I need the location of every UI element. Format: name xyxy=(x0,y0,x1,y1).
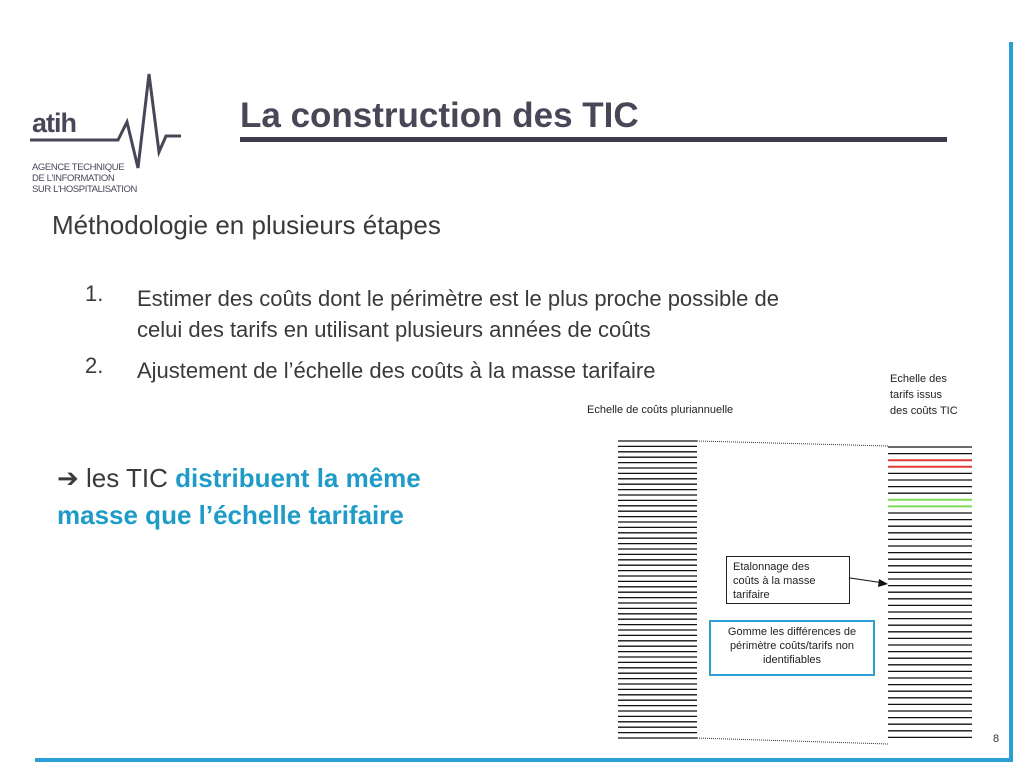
logo-subtitle-line: AGENCE TECHNIQUE xyxy=(32,162,125,173)
calibration-box-line: Etalonnage des xyxy=(733,561,810,573)
arrow-head-icon xyxy=(878,579,888,587)
right-arrow-icon: ➔ xyxy=(57,463,79,493)
right-scale-label-line: tarifs issus xyxy=(890,389,942,401)
conclusion-highlight: masse que l’échelle tarifaire xyxy=(57,500,404,530)
connector-top xyxy=(697,441,888,446)
step-text-line: celui des tarifs en utilisant plusieurs années de coûts xyxy=(137,317,651,342)
step-text-line: Estimer des coûts dont le périmètre est le plus proche possible de xyxy=(137,286,779,311)
slide-subtitle: Méthodologie en plusieurs étapes xyxy=(52,210,441,240)
step-text-line: Ajustement de l’échelle des coûts à la masse tarifaire xyxy=(137,358,656,383)
conclusion-prefix: les TIC xyxy=(86,463,168,493)
scope-box-line: périmètre coûts/tarifs non xyxy=(729,640,855,652)
logo-subtitle-line: SUR L'HOSPITALISATION xyxy=(32,184,137,195)
step-number: 1. xyxy=(85,281,104,306)
right-scale-label-line: Echelle des xyxy=(890,373,947,385)
right-scale-label-line: des coûts TIC xyxy=(890,405,958,417)
scope-differences-box xyxy=(709,620,875,676)
calibration-box-line: tarifaire xyxy=(733,589,770,601)
calibration-box xyxy=(726,556,850,604)
calibration-box-line: coûts à la masse xyxy=(733,575,816,587)
step-number: 2. xyxy=(85,353,104,378)
right-scale-lines xyxy=(888,447,972,737)
slide-title: La construction des TIC xyxy=(240,96,639,135)
left-scale-label: Echelle de coûts pluriannuelle xyxy=(587,404,734,416)
conclusion-highlight: distribuent la même xyxy=(175,463,421,493)
connector-bottom xyxy=(697,738,888,744)
page-number: 8 xyxy=(993,733,1000,745)
logo-wordmark: atih xyxy=(32,108,77,138)
left-scale-lines xyxy=(618,441,697,738)
logo-subtitle-line: DE L'INFORMATION xyxy=(32,173,115,184)
scope-box-line: identifiables xyxy=(762,654,822,666)
scope-box-line: Gomme les différences de xyxy=(727,626,857,638)
